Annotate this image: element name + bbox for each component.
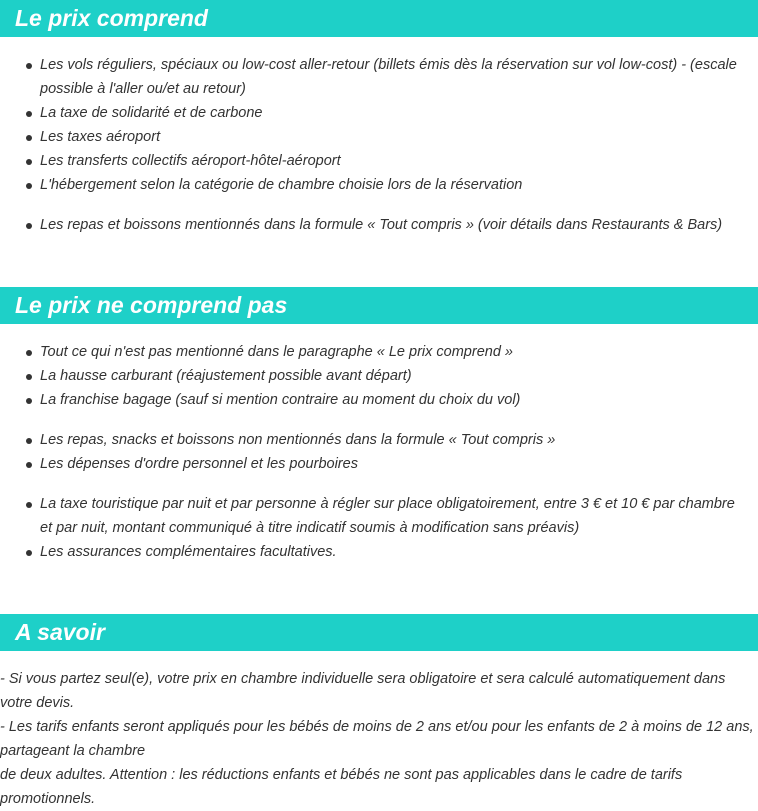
- note-line: de deux adultes. Attention : les réductions enfants et bébés ne sont pas applicables dans le cadre de tarifs promotionnels.: [0, 767, 683, 807]
- section-title-included: Le prix comprend: [0, 0, 758, 37]
- section-title-good-to-know: A savoir: [0, 614, 758, 651]
- list-item: Tout ce qui n'est pas mentionné dans le paragraphe « Le prix comprend »: [0, 340, 758, 364]
- list-item: Les taxes aéroport: [0, 125, 758, 149]
- list-item: La taxe touristique par nuit et par personne à régler sur place obligatoirement, entre 3 € et 10 € par chambre et par nuit, montant communiqué à titre indicatif soumis à modification sans préavis): [0, 492, 758, 540]
- included-list: [0, 53, 758, 237]
- list-item: Les vols réguliers, spéciaux ou low-cost aller-retour (billets émis dès la réservation sur vol low-cost) - (escale possible à l'aller ou/et au retour): [0, 53, 758, 101]
- list-item: La franchise bagage (sauf si mention contraire au moment du choix du vol): [0, 388, 758, 412]
- good-to-know-text: [0, 667, 758, 811]
- list-item: Les repas, snacks et boissons non mentionnés dans la formule « Tout compris »: [0, 428, 758, 452]
- list-item: La taxe de solidarité et de carbone: [0, 101, 758, 125]
- excluded-list: [0, 340, 758, 564]
- list-item: Les transferts collectifs aéroport-hôtel-aéroport: [0, 149, 758, 173]
- section-title-excluded: Le prix ne comprend pas: [0, 287, 758, 324]
- list-item: Les repas et boissons mentionnés dans la formule « Tout compris » (voir détails dans Restaurants & Bars): [0, 213, 758, 237]
- list-item: La hausse carburant (réajustement possible avant départ): [0, 364, 758, 388]
- note-line: - Si vous partez seul(e), votre prix en chambre individuelle sera obligatoire et sera calculé automatiquement dans votre devis.: [0, 671, 726, 711]
- note-line: - Les tarifs enfants seront appliqués pour les bébés de moins de 2 ans et/ou pour les enfants de 2 à moins de 12 ans, partageant la chambre: [0, 719, 754, 759]
- list-item: Les dépenses d'ordre personnel et les pourboires: [0, 452, 758, 476]
- list-item: Les assurances complémentaires facultatives.: [0, 540, 758, 564]
- list-item: L'hébergement selon la catégorie de chambre choisie lors de la réservation: [0, 173, 758, 197]
